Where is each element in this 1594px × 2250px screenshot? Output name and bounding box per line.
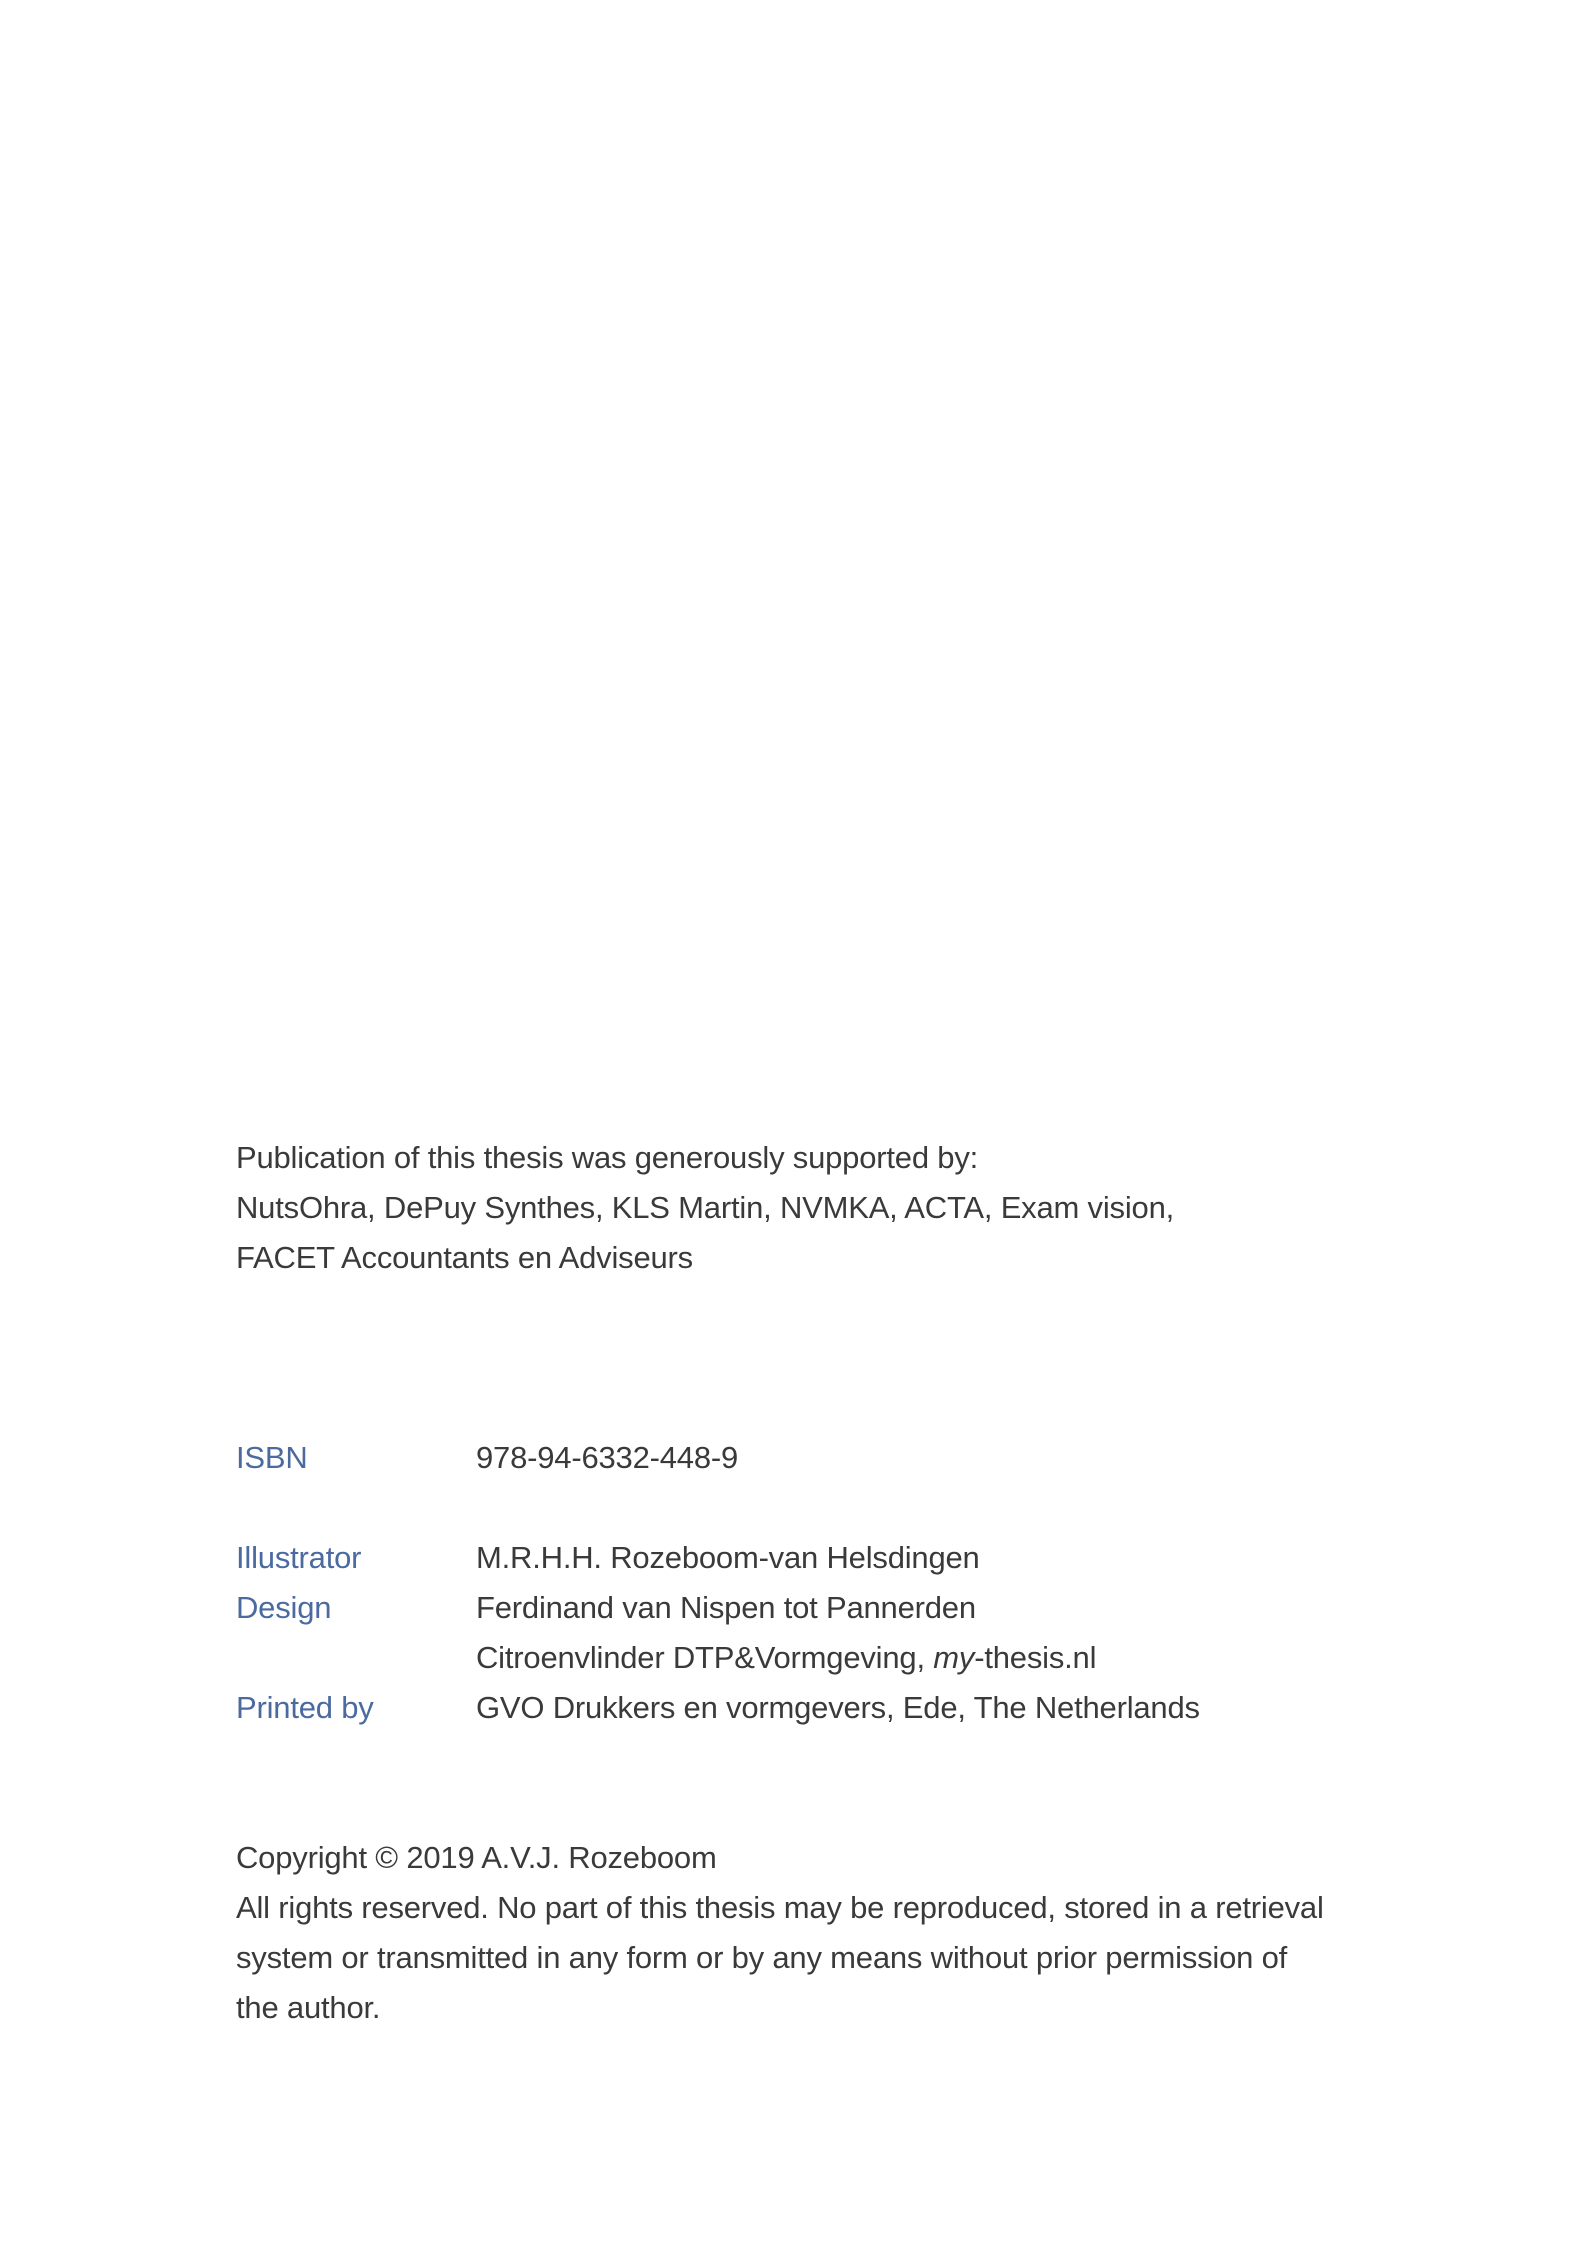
design-label-spacer	[236, 1633, 476, 1683]
rights-line: the author.	[236, 1990, 381, 2025]
colophon-details	[236, 1433, 1436, 1733]
copyright-line: Copyright © 2019 A.V.J. Rozeboom	[236, 1840, 717, 1875]
design-row-secondary	[236, 1633, 1436, 1683]
printed-row	[236, 1683, 1436, 1733]
design-row	[236, 1583, 1436, 1633]
isbn-label: ISBN	[236, 1440, 308, 1475]
printed-value: GVO Drukkers en vormgevers, Ede, The Netherlands	[476, 1690, 1200, 1725]
illustrator-value: M.R.H.H. Rozeboom-van Helsdingen	[476, 1540, 980, 1575]
sponsor-line: NutsOhra, DePuy Synthes, KLS Martin, NVMKA, ACTA, Exam vision,	[236, 1190, 1175, 1225]
isbn-value: 978-94-6332-448-9	[476, 1440, 739, 1475]
copyright-notice	[236, 1833, 1396, 2033]
design-value-secondary	[476, 1633, 1096, 1683]
sponsor-line: FACET Accountants en Adviseurs	[236, 1240, 693, 1275]
illustrator-row	[236, 1533, 1436, 1583]
rights-line: system or transmitted in any form or by any means without prior permission of	[236, 1940, 1288, 1975]
design-value-prefix: Citroenvlinder DTP&Vormgeving,	[476, 1640, 934, 1675]
sponsor-line: Publication of this thesis was generously supported by:	[236, 1140, 979, 1175]
rights-line: All rights reserved. No part of this thesis may be reproduced, stored in a retrieval	[236, 1890, 1324, 1925]
illustrator-label: Illustrator	[236, 1540, 362, 1575]
sponsor-acknowledgement	[236, 1133, 1436, 1283]
printed-label: Printed by	[236, 1690, 374, 1725]
design-value-primary: Ferdinand van Nispen tot Pannerden	[476, 1590, 976, 1625]
design-label: Design	[236, 1590, 332, 1625]
design-value-italic: my	[933, 1640, 975, 1675]
isbn-row	[236, 1433, 1436, 1483]
design-value-suffix: -thesis.nl	[974, 1640, 1097, 1675]
